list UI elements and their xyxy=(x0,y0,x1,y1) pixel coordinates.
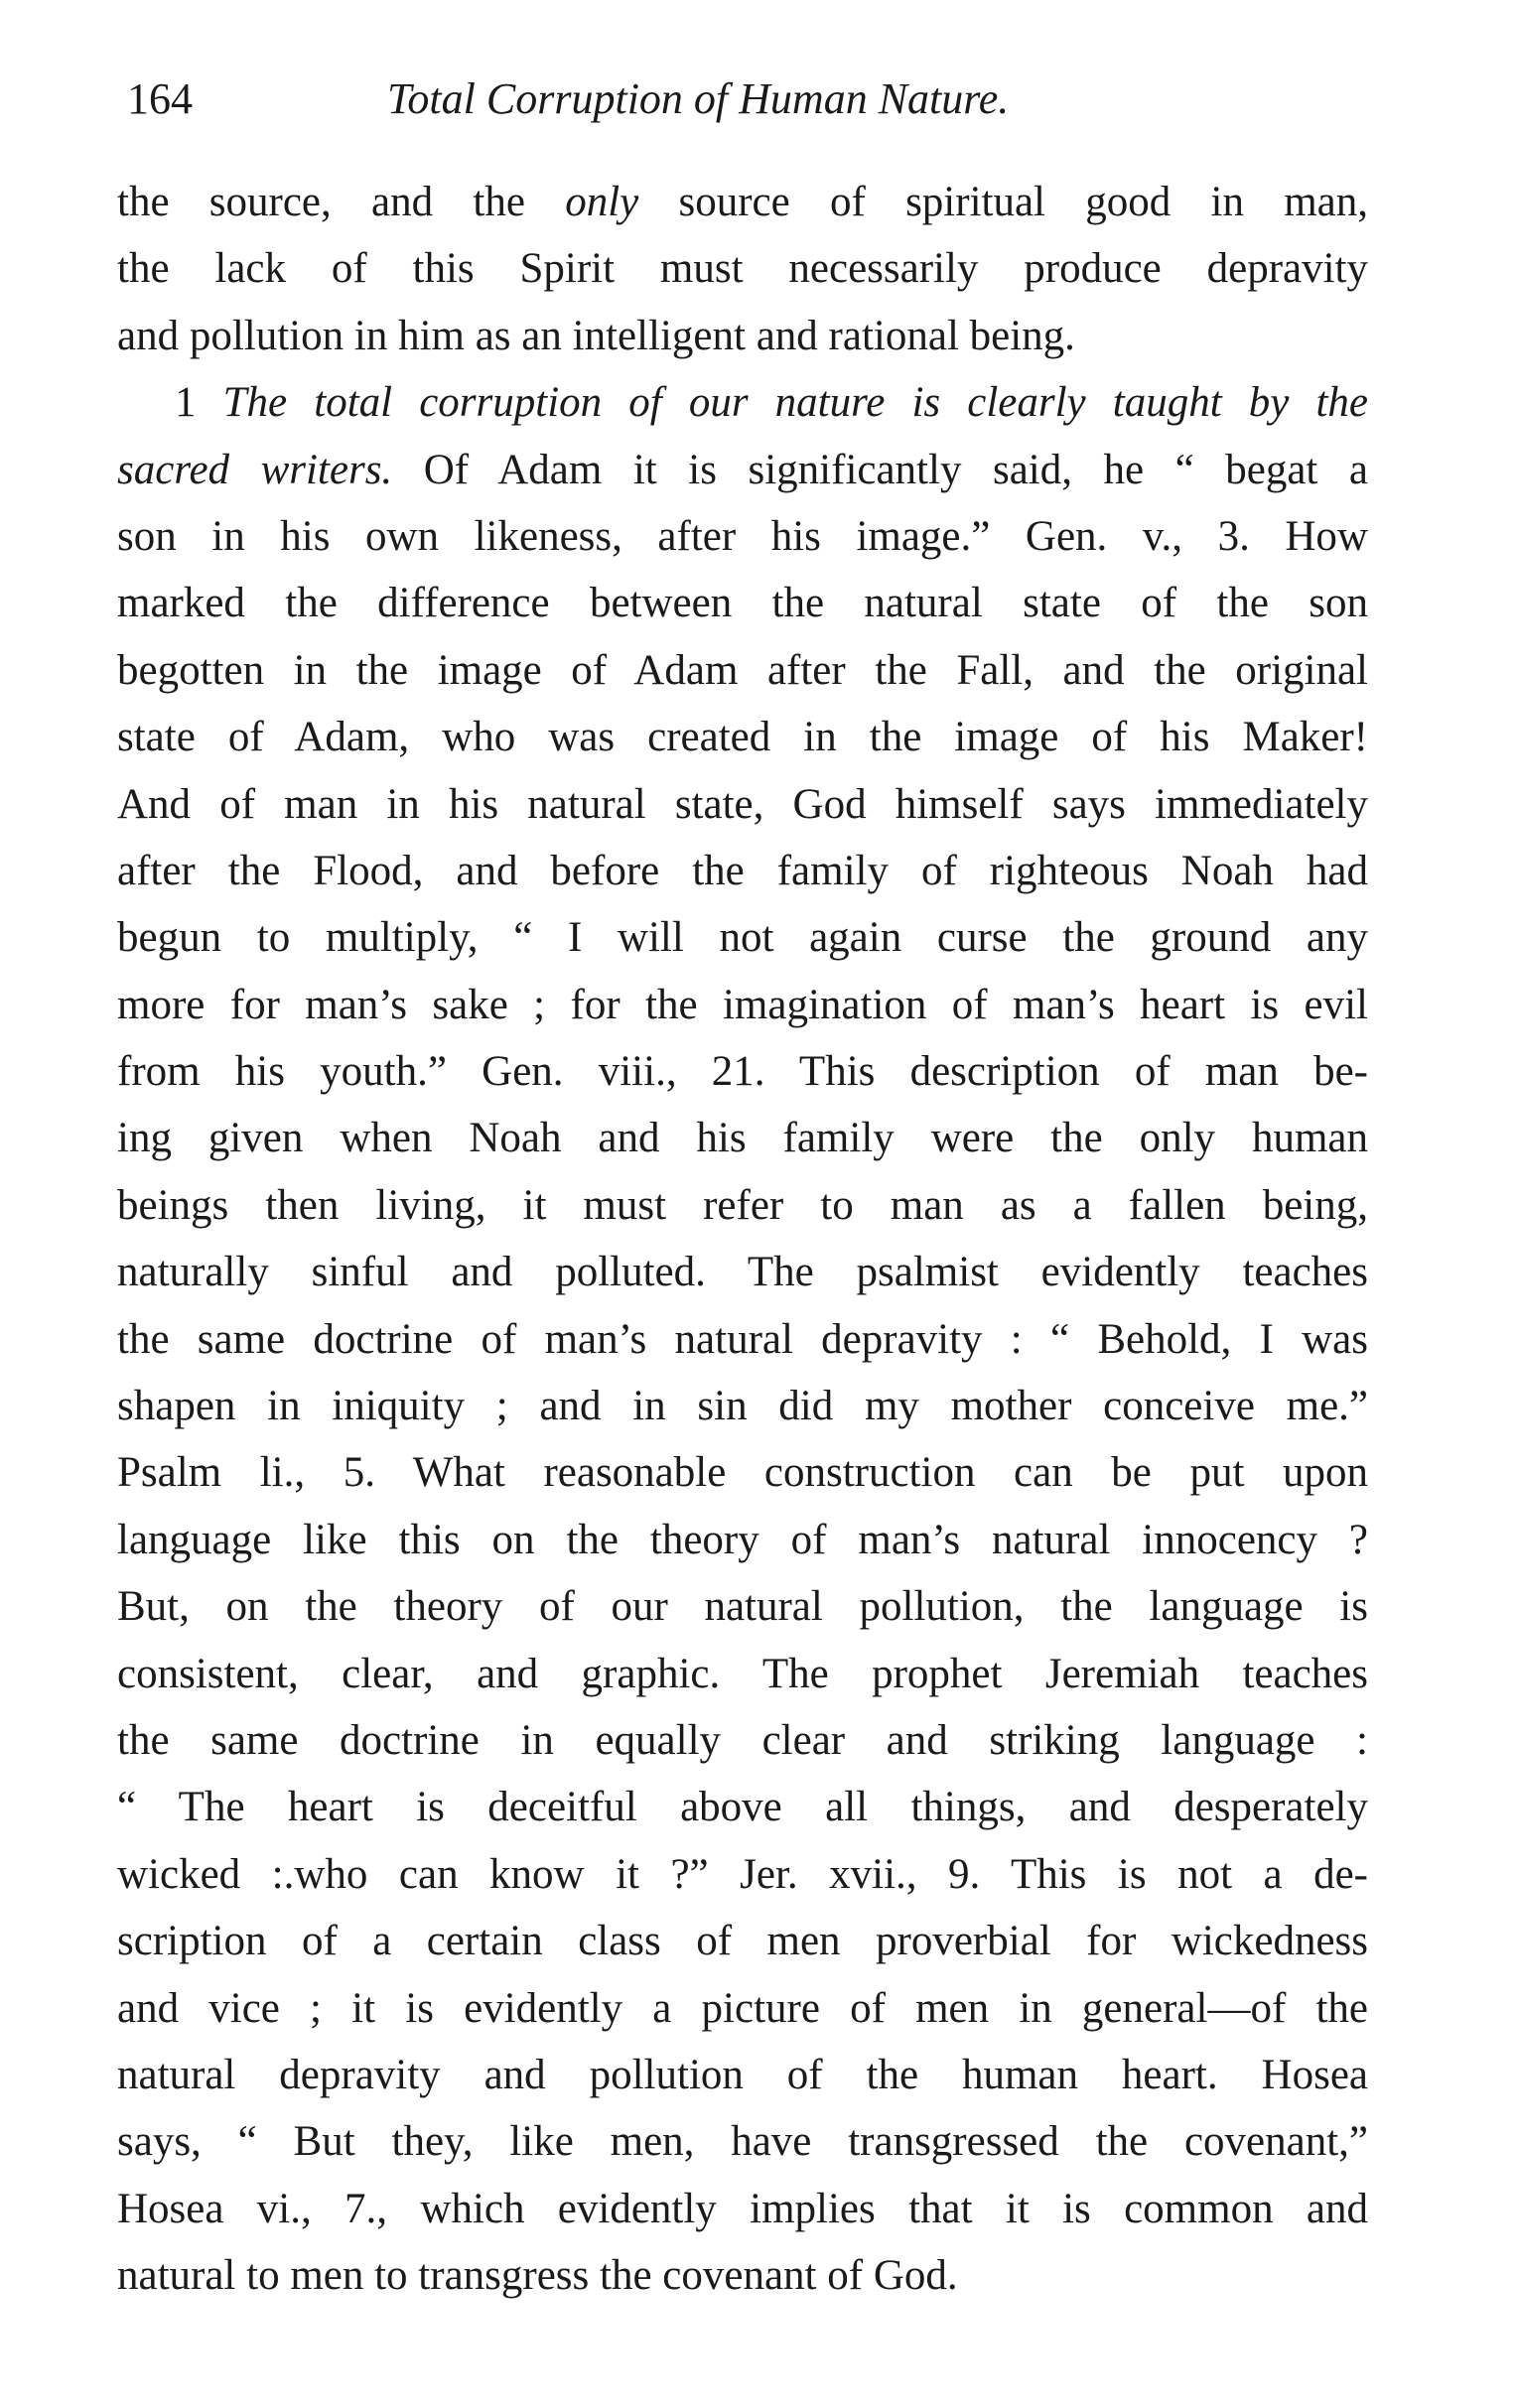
text-segment: 1 xyxy=(175,379,223,427)
text-line xyxy=(117,1774,1368,1840)
text-line xyxy=(117,1975,1368,2042)
text-line xyxy=(117,1439,1368,1506)
text-line xyxy=(117,972,1368,1038)
text-segment: Hosea vi., 7., which evidently implies that it is common and xyxy=(117,2185,1368,2232)
text-segment: consistent, clear, and graphic. The prophet Jeremiah teaches xyxy=(117,1650,1368,1697)
running-title: Total Corruption of Human Nature. xyxy=(387,74,1010,123)
text-line xyxy=(117,303,1368,369)
text-segment: Psalm li., 5. What reasonable construction can be put upon xyxy=(117,1449,1368,1497)
text-line xyxy=(117,1105,1368,1171)
text-line xyxy=(117,771,1368,838)
text-line xyxy=(117,235,1368,302)
text-line xyxy=(117,1038,1368,1105)
text-segment: marked the difference between the natural state of the son xyxy=(117,580,1368,627)
text-line xyxy=(117,1707,1368,1774)
text-line xyxy=(117,1641,1368,1707)
text-line xyxy=(117,637,1368,704)
text-segment: wicked :.who can know it ?” Jer. xvii., 9. This is not a de- xyxy=(117,1850,1368,1898)
text-line xyxy=(117,503,1368,570)
text-segment: language like this on the theory of man’s natural innocency ? xyxy=(117,1516,1368,1563)
text-segment: the source, and the xyxy=(117,179,566,225)
text-segment: state of Adam, who was created in the image of his Maker! xyxy=(117,714,1368,761)
text-segment: begotten in the image of Adam after the Fall, and the original xyxy=(117,646,1368,694)
text-segment: shapen in iniquity ; and in sin did my mother conceive me.” xyxy=(117,1383,1368,1430)
italic-text-segment: The total corruption of our nature is clearly taught by the xyxy=(222,379,1369,427)
text-segment: source of spiritual good in man, xyxy=(638,179,1369,225)
text-line xyxy=(117,1573,1368,1640)
text-segment: naturally sinful and polluted. The psalmist evidently teaches xyxy=(117,1249,1368,1296)
text-segment: And of man in his natural state, God himself says immediately xyxy=(117,780,1368,828)
text-line xyxy=(117,570,1368,636)
text-segment: scription of a certain class of men proverbial for wickedness xyxy=(117,1918,1368,1965)
text-line xyxy=(117,2042,1368,2108)
text-segment: son in his own likeness, after his image.” Gen. v., 3. How xyxy=(117,512,1368,560)
text-line xyxy=(117,704,1368,770)
text-line xyxy=(117,437,1368,503)
text-line xyxy=(117,1373,1368,1439)
text-line xyxy=(117,1172,1368,1239)
running-head xyxy=(127,69,1358,129)
text-line xyxy=(117,838,1368,904)
text-line xyxy=(117,1239,1368,1305)
italic-text-segment: sacred writers. xyxy=(117,446,393,493)
body-text xyxy=(117,169,1368,2310)
text-line xyxy=(117,169,1368,235)
text-segment: says, “ But they, like men, have transgressed the covenant,” xyxy=(117,2118,1368,2166)
text-segment: begun to multiply, “ I will not again curse the ground any xyxy=(117,914,1368,962)
text-line xyxy=(117,2108,1368,2175)
text-line xyxy=(117,2242,1368,2309)
text-segment: natural depravity and pollution of the human heart. Hosea xyxy=(117,2051,1368,2098)
text-line xyxy=(117,1507,1368,1573)
text-line xyxy=(117,2176,1368,2242)
text-segment: beings then living, it must refer to man as a fallen being, xyxy=(117,1181,1368,1229)
text-line xyxy=(117,1841,1368,1908)
text-line xyxy=(117,904,1368,971)
text-line xyxy=(117,1908,1368,1974)
text-line xyxy=(117,1306,1368,1373)
text-segment: natural to men to transgress the covenant of God. xyxy=(117,2252,958,2300)
text-segment: ing given when Noah and his family were the only human xyxy=(117,1115,1368,1162)
text-segment: the same doctrine of man’s natural depravity : “ Behold, I was xyxy=(117,1315,1368,1363)
text-segment: and pollution in him as an intelligent and rational being. xyxy=(117,312,1075,359)
text-segment: more for man’s sake ; for the imagination of man’s heart is evil xyxy=(117,981,1368,1028)
text-segment: But, on the theory of our natural pollution, the language is xyxy=(117,1583,1368,1631)
italic-text-segment: only xyxy=(565,179,639,225)
page-number: 164 xyxy=(127,74,193,123)
text-segment: the same doctrine in equally clear and striking language : xyxy=(117,1716,1368,1764)
text-segment: and vice ; it is evidently a picture of men in general—of the xyxy=(117,1984,1368,2032)
text-line xyxy=(117,369,1368,436)
text-segment: after the Flood, and before the family of righteous Noah had xyxy=(117,847,1368,894)
text-segment: from his youth.” Gen. viii., 21. This description of man be- xyxy=(117,1048,1368,1096)
text-segment: “ The heart is deceitful above all things, and desperately xyxy=(117,1784,1368,1831)
text-segment: Of Adam it is significantly said, he “ begat a xyxy=(392,446,1368,493)
text-segment: the lack of this Spirit must necessarily produce depravity xyxy=(117,245,1368,293)
